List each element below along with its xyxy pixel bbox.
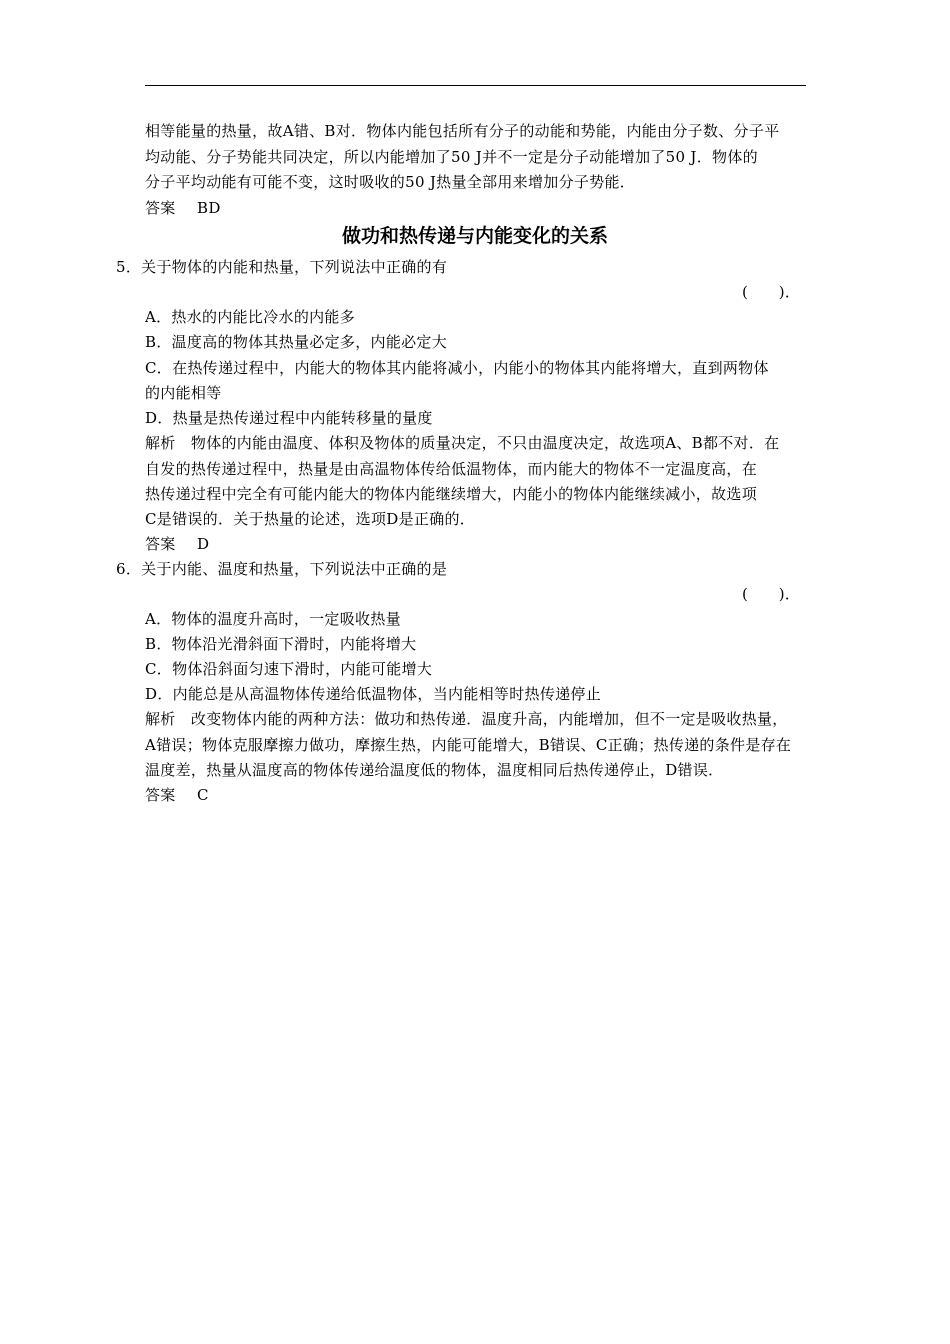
q5-answer	[145, 534, 209, 554]
q5-analysis-2: 自发的热传递过程中，热量是由高温物体传给低温物体，而内能大的物体不一定温度高，在	[145, 460, 758, 478]
answer-label: 答案	[145, 786, 176, 804]
q5-analysis-4: C是错误的．关于热量的论述，选项D是正确的．	[145, 510, 476, 528]
q5-option-a: A．热水的内能比冷水的内能多	[145, 308, 356, 326]
answer-label: 答案	[145, 535, 176, 553]
answer-label: 答案	[145, 199, 176, 217]
q5-stem: 5．关于物体的内能和热量，下列说法中正确的有	[116, 258, 448, 276]
q6-analysis-1: 解析 改变物体内能的两种方法：做功和热传递．温度升高，内能增加，但不一定是吸收热量，	[145, 710, 788, 728]
section-heading: 做功和热传递与内能变化的关系	[341, 225, 608, 247]
q5-option-d: D．热量是热传递过程中内能转移量的量度	[145, 409, 433, 427]
q5-option-b: B．温度高的物体其热量必定多，内能必定大	[145, 333, 448, 351]
q6-analysis-2: A错误；物体克服摩擦力做功，摩擦生热，内能可能增大，B错误、C正确；热传递的条件是存在	[145, 736, 792, 754]
intro-line-2: 均动能、分子势能共同决定，所以内能增加了50 J并不一定是分子动能增加了50 J．物体的	[145, 148, 758, 166]
intro-line-3: 分子平均动能有可能不变，这时吸收的50 J热量全部用来增加分子势能．	[145, 173, 636, 191]
q6-answer-blank: ( )．	[742, 585, 801, 603]
q6-option-b: B．物体沿光滑斜面下滑时，内能将增大	[145, 635, 417, 653]
q6-option-c: C．物体沿斜面匀速下滑时，内能可能增大	[145, 660, 433, 678]
q6-answer	[145, 785, 209, 805]
answer-value: C	[197, 786, 209, 804]
q6-stem: 6．关于内能、温度和热量，下列说法中正确的是	[116, 560, 448, 578]
q6-analysis-3: 温度差，热量从温度高的物体传递给温度低的物体，温度相同后热传递停止，D错误．	[145, 761, 724, 779]
answer-value: BD	[197, 199, 221, 217]
q6-option-d: D．内能总是从高温物体传递给低温物体，当内能相等时热传递停止	[145, 685, 602, 703]
q6-option-a: A．物体的温度升高时，一定吸收热量	[145, 610, 401, 628]
header-rule	[145, 85, 806, 86]
intro-answer	[145, 198, 221, 218]
q5-analysis-1: 解析 物体的内能由温度、体积及物体的质量决定，不只由温度决定，故选项A、B都不对．在	[145, 434, 780, 452]
q5-answer-blank: ( )．	[742, 283, 801, 301]
q5-option-c: C．在热传递过程中，内能大的物体其内能将减小，内能小的物体其内能将增大，直到两物体	[145, 359, 769, 377]
intro-line-1: 相等能量的热量，故A错、B对．物体内能包括所有分子的动能和势能，内能由分子数、分子平	[145, 122, 780, 140]
answer-value: D	[197, 535, 210, 553]
q5-option-c-cont: 的内能相等	[145, 384, 222, 402]
q5-analysis-3: 热传递过程中完全有可能内能大的物体内能继续增大，内能小的物体内能继续减小，故选项	[145, 485, 758, 503]
